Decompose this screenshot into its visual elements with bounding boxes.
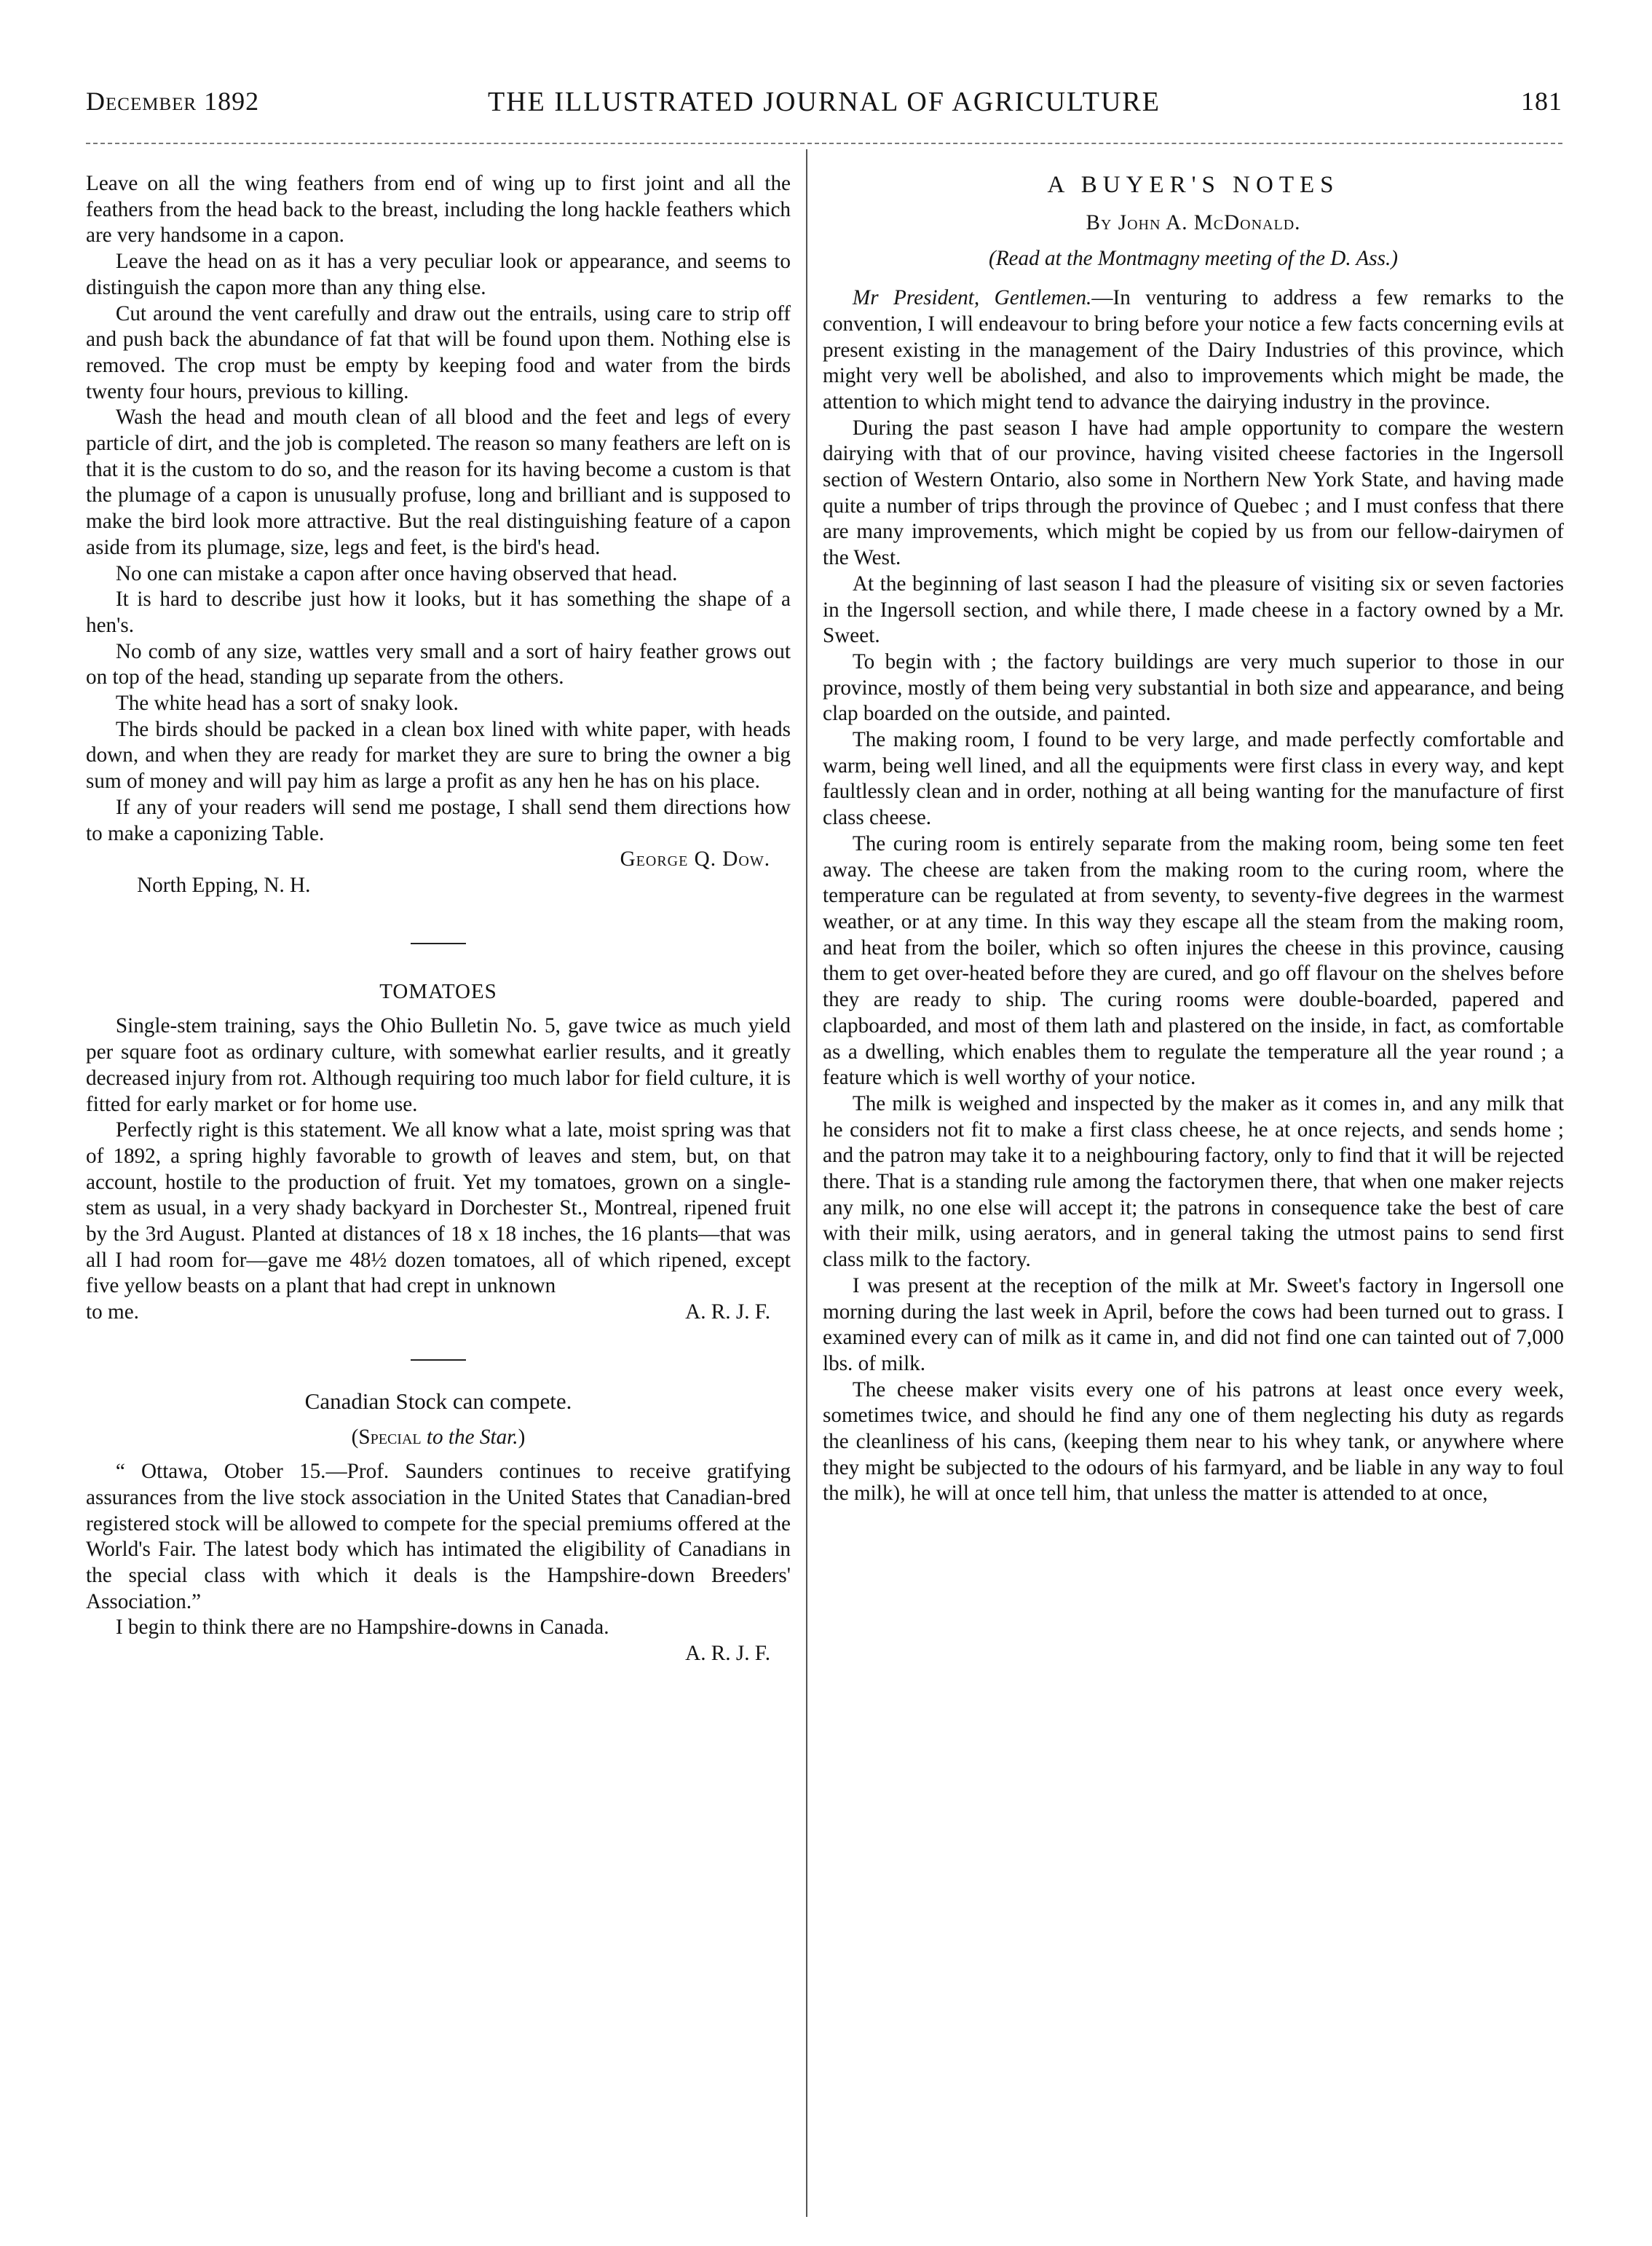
tomatoes-title: TOMATOES <box>379 979 497 1003</box>
capon-paragraph: It is hard to describe just how it looks, but it has something the shape of a hen's. <box>86 588 791 637</box>
author-place: North Epping, N. H. <box>137 873 311 897</box>
tomatoes-closing-line <box>86 1300 791 1326</box>
article-paragraph: During the past season I have had ample opportunity to compare the western dairying with that of our province, having visited cheese factories in the Ingersoll section of Western Ontario, also some in Northern New York State, and having made quite a number of trips through the province of Quebec ; and I must confess that there are many improvements, which might be copied by us from our fellow-dairymen of the West. <box>823 416 1564 570</box>
article-read-note: (Read at the Montmagny meeting of the D. Ass.) <box>988 247 1399 271</box>
right-column <box>823 171 1564 1507</box>
capon-paragraph: No one can mistake a capon after once having observed that head. <box>115 561 678 585</box>
tomatoes-paragraph: Perfectly right is this statement. We all know what a late, moist spring was that of 1892, a spring highly favorable to growth of leaves and stem, but, on that account, hostile to the production of fruit. Yet my tomatoes, grown on a single-stem as usual, in a very shady backyard in Dorchester St., Montreal, ripened fruit by the 3rd August. Planted at distances of 18 x 18 inches, the 16 plants—that was all I had room for—gave me 48½ dozen tomatoes, all of which ripened, except five yellow beasts on a plant that had crept in unknown <box>86 1118 791 1298</box>
capon-paragraph: Cut around the vent carefully and draw out the entrails, using care to strip off and push back the abundance of fat that will be found upon them. Nothing else is removed. The crop must be empty by keeping food and water from the birds twenty four hours, previous to killing. <box>86 301 791 403</box>
section-rule <box>411 943 466 944</box>
section-rule <box>411 1359 466 1361</box>
header-date: December 1892 <box>86 87 260 116</box>
tomatoes-initials: A. R. J. F. <box>685 1300 770 1324</box>
article-paragraph: I was present at the reception of the milk at Mr. Sweet's factory in Ingersoll one morning during the last week in April, before the cows had been turned out to grass. I examined every can of milk as it came in, and did not find one can tainted out of 7,000 lbs. of milk. <box>823 1273 1564 1375</box>
stock-subtitle: (Special to the Star.) <box>351 1425 526 1449</box>
capon-paragraph: If any of your readers will send me postage, I shall send them directions how to make a caponizing Table. <box>86 795 791 845</box>
capon-paragraph: The birds should be packed in a clean box lined with white paper, with heads down, and when they are ready for market they are sure to bring the owner a big sum of money and will pay him as large a profit as any hen he has on his place. <box>86 717 791 794</box>
article-paragraph: The making room, I found to be very large, and made perfectly comfortable and warm, being well lined, and all the equipments were first class in every way, and kept faultlessly clean and in order, nothing at all being wanting for the manufacture of first class cheese. <box>823 728 1564 830</box>
left-column <box>86 171 791 1667</box>
page-number: 181 <box>1521 87 1562 116</box>
journal-title: THE ILLUSTRATED JOURNAL OF AGRICULTURE <box>488 87 1161 117</box>
article-paragraph: The cheese maker visits every one of his patrons at least once every week, sometimes twice, and should he find any one of them neglecting his duty as regards the cleanliness of his cans, (keeping them near to his whey tank, or anywhere where they might be subjected to the odours of his farmyard, and be liable in any way to foul the milk), he will at once tell him, that unless the matter is attended to at once, <box>823 1377 1564 1506</box>
salutation: Mr President, Gentlemen. <box>852 286 1092 310</box>
article-title: A BUYER'S NOTES <box>1047 172 1340 198</box>
article-paragraph: To begin with ; the factory buildings are very much superior to those in our province, mostly of them being very substantial in both size and appearance, and being clap boarded on the outside, and painted. <box>823 649 1564 726</box>
stock-title: Canadian Stock can compete. <box>304 1388 572 1414</box>
article-byline: By John A. McDonald. <box>1086 210 1301 234</box>
stock-initials: A. R. J. F. <box>685 1642 770 1666</box>
article-paragraph: Mr President, Gentlemen.—In venturing to address a few remarks to the convention, I will endeavour to bring before your notice a few facts concerning evils at present existing in the management of the Dairy Industries of this province, which might very well be abolished, and also to improvements which might be made, the attention to which might tend to advance the dairying industry in the province. <box>823 286 1564 414</box>
article-paragraph: The milk is weighed and inspected by the maker as it comes in, and any milk that he considers not fit to make a first class cheese, he at once rejects, and sends home ; and the patron may take it to a neighbouring factory, only to find that it will be rejected there. That is a standing rule among the factorymen there, that when one maker rejects any milk, no one else will accept it; the patrons in consequence take the best of care with their milk, using aerators, and in general taking the utmost pains to send first class milk to the factory. <box>823 1091 1564 1272</box>
column-divider <box>806 149 807 2217</box>
capon-paragraph: Leave on all the wing feathers from end of wing up to first joint and all the feathers from the head back to the breast, including the long hackle feathers which are very handsome in a capon. <box>86 172 791 248</box>
capon-paragraph: Leave the head on as it has a very peculiar look or appearance, and seems to distinguish the capon more than any thing else. <box>86 250 791 299</box>
tomatoes-last-words: to me. <box>86 1300 139 1324</box>
stock-paragraph: “ Ottawa, Otober 15.—Prof. Saunders continues to receive gratifying assurances from the live stock association in the United States that Canadian-bred registered stock will be allowed to compete for the special premiums offered at the World's Fair. The latest body which has intimated the eligibility of Canadians in the special class with which it deals is the Hampshire-down Breeders' Association.” <box>86 1460 791 1613</box>
header-rule <box>86 143 1562 144</box>
article-paragraph: At the beginning of last season I had the pleasure of visiting six or seven factories in the Ingersoll section, and while there, I made cheese in a factory owned by a Mr. Sweet. <box>823 572 1564 648</box>
stock-paragraph: I begin to think there are no Hampshire-downs in Canada. <box>115 1616 609 1640</box>
article-paragraph: The curing room is entirely separate from the making room, being some ten feet away. The cheese are taken from the making room to the curing room, where the temperature can be regulated at from seventy, to seventy-five degrees in the warmest weather, or at any time. In this way they escape all the steam from the making room, and heat from the boiler, which so often injures the cheese in this province, causing them to get over-heated before they are cured, and go off flavour on the shelves before they are ready to ship. The curing rooms were double-boarded, papered and clapboarded, and most of them lath and plastered on the inside, in fact, as comfortable as a dwelling, which enables them to regulate the temperature all the year round ; a feature which is well worthy of your notice. <box>823 831 1564 1090</box>
capon-paragraph: Wash the head and mouth clean of all blood and the feet and legs of every particle of dirt, and the job is completed. The reason so many feathers are left on is that it is the custom to do so, and the reason for its having become a custom is that the plumage of a capon is unusually profuse, long and brilliant and is supposed to make the bird look more attractive. But the real distinguishing feature of a capon aside from its plumage, size, legs and feet, is the bird's head. <box>86 406 791 559</box>
running-header <box>86 86 1562 122</box>
capon-paragraph: No comb of any size, wattles very small and a sort of hairy feather grows out on top of the head, standing up separate from the others. <box>86 639 791 689</box>
tomatoes-paragraph: Single-stem training, says the Ohio Bulletin No. 5, gave twice as much yield per square foot as ordinary culture, with somewhat earlier results, and it greatly decreased injury from rot. Although requiring too much labor for field culture, it is fitted for early market or for home use. <box>86 1014 791 1116</box>
author-signature: George Q. Dow. <box>620 847 770 871</box>
capon-paragraph: The white head has a sort of snaky look. <box>115 692 459 716</box>
